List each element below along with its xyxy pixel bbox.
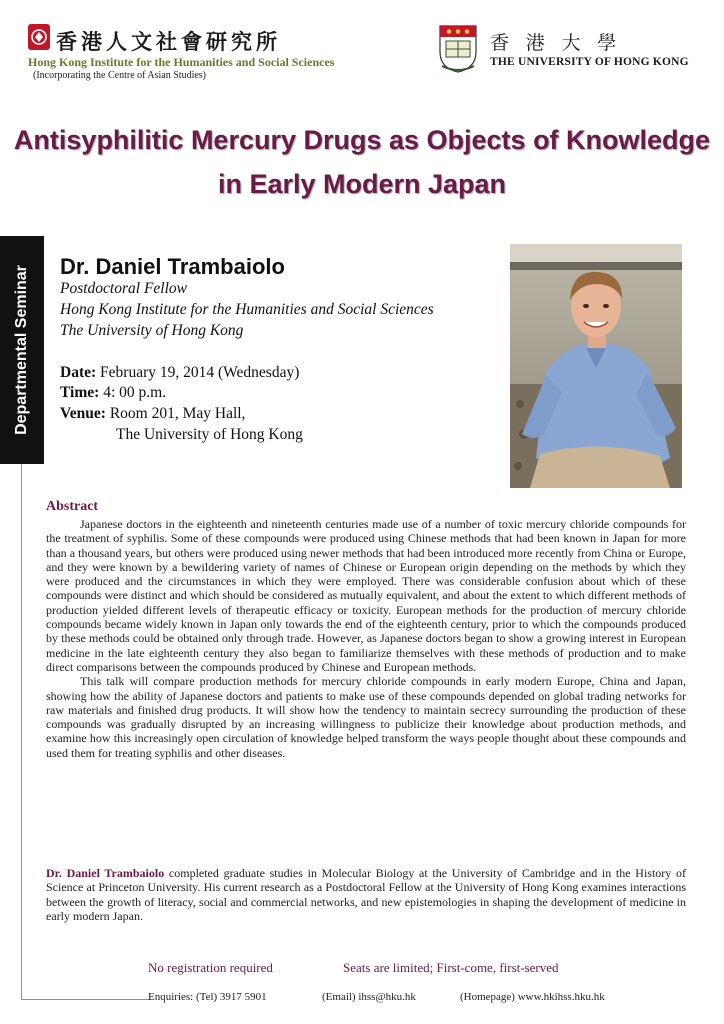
seminar-title-line-2: in Early Modern Japan — [217, 169, 507, 199]
abstract-paragraph-1: Japanese doctors in the eighteenth and nineteenth centuries made use of a number of toxic mercury chloride compounds for the treatment of syphilis. Some of these compounds were produced using Chinese methods that had been known in Japan for more than a thousand years, but others were produced using newer methods that had been introduced more recently from China or Europe, and they were known by a bewildering variety of names of Chinese or European origin depending on the methods by which they were produced and the circumstances in which they were employed. There was considerable confusion about which of these compounds were distinct and which should be considered as mutually equivalent, and about the extent to which different methods of production yielded different levels of therapeutic efficacy or toxicity. European methods for the production of mercury chloride compounds became widely known in Japan only towards the end of the eighteenth century, prior to which the compounds produced by these methods could be obtained only through trade. However, as Japanese doctors began to show a growing interest in European medicine in the late eighteenth century they also began to familiarize themselves with these methods of production and to make direct comparisons between the compounds produced by Chinese and European methods. — [46, 517, 686, 674]
enquiry-homepage[interactable]: (Homepage) www.hkihss.hku.hk — [460, 991, 605, 1003]
event-time — [60, 384, 166, 402]
abstract-heading: Abstract — [46, 499, 99, 514]
speaker-university: The University of Hong Kong — [60, 322, 244, 339]
abstract-body — [46, 517, 686, 760]
time-label: Time: — [60, 384, 100, 401]
speaker-position: Postdoctoral Fellow — [60, 280, 188, 297]
bottom-divider-line — [21, 999, 151, 1000]
institute-name-chinese: 香港人文社會研究所 — [56, 30, 281, 54]
seminar-title — [0, 118, 724, 206]
side-divider-line — [21, 464, 22, 1000]
speaker-photo — [510, 244, 682, 488]
departmental-seminar-tab — [0, 236, 44, 464]
time-value: 4: 00 p.m. — [103, 384, 167, 401]
venue-line-2: The University of Hong Kong — [116, 426, 303, 443]
speaker-name: Dr. Daniel Trambaiolo — [60, 254, 285, 279]
university-name-english: THE UNIVERSITY OF HONG KONG — [490, 56, 689, 68]
event-venue — [60, 405, 245, 423]
date-value: February 19, 2014 (Wednesday) — [100, 364, 300, 381]
venue-label: Venue: — [60, 405, 106, 422]
enquiry-email[interactable]: (Email) ihss@hku.hk — [322, 991, 416, 1003]
abstract-paragraph-2: This talk will compare production methods for mercury chloride compounds in early modern Europe, China and Japan, showing how the ability of Japanese doctors and patients to make use of these compounds depended on global trading networks for raw materials and finished drug products. It will show how the tendency to maintain secrecy surrounding the production of these compounds was gradually disrupted by an increasing willingness to publicize their knowledge about production methods, and examine how this increasingly open circulation of knowledge helped transform the ways people thought about these compounds and used them for treating syphilis and other diseases. — [46, 674, 686, 760]
enquiry-telephone: Enquiries: (Tel) 3917 5901 — [148, 991, 267, 1003]
seats-notice: Seats are limited; First-come, first-served — [343, 960, 559, 975]
hku-crest-icon — [438, 24, 478, 74]
seminar-title-line-1: Antisyphilitic Mercury Drugs as Objects of Knowledge — [13, 125, 711, 155]
institute-logo-icon — [28, 24, 50, 50]
departmental-seminar-label: Departmental Seminar — [13, 265, 30, 435]
registration-notice: No registration required — [148, 960, 273, 975]
venue-line-1: Room 201, May Hall, — [109, 405, 246, 422]
date-label: Date: — [60, 364, 97, 381]
speaker-institute: Hong Kong Institute for the Humanities and Social Sciences — [60, 301, 434, 318]
institute-name-english: Hong Kong Institute for the Humanities and Social Sciences — [28, 55, 335, 69]
speaker-bio — [46, 866, 686, 923]
university-name-chinese: 香 港 大 學 — [490, 33, 623, 54]
bio-speaker-name: Dr. Daniel Trambaiolo — [46, 866, 165, 880]
event-date — [60, 364, 299, 382]
institute-subtitle: (Incorporating the Centre of Asian Studies) — [33, 70, 207, 81]
bio-text: completed graduate studies in Molecular Biology at the University of Cambridge and in the History of Science at Princeton University. His current research as a Postdoctoral Fellow at the University of Hong Kong examines interactions between the growth of literacy, social and commercial networks, and new epistemologies in shaping the development of medicine in early modern Japan. — [46, 866, 686, 923]
